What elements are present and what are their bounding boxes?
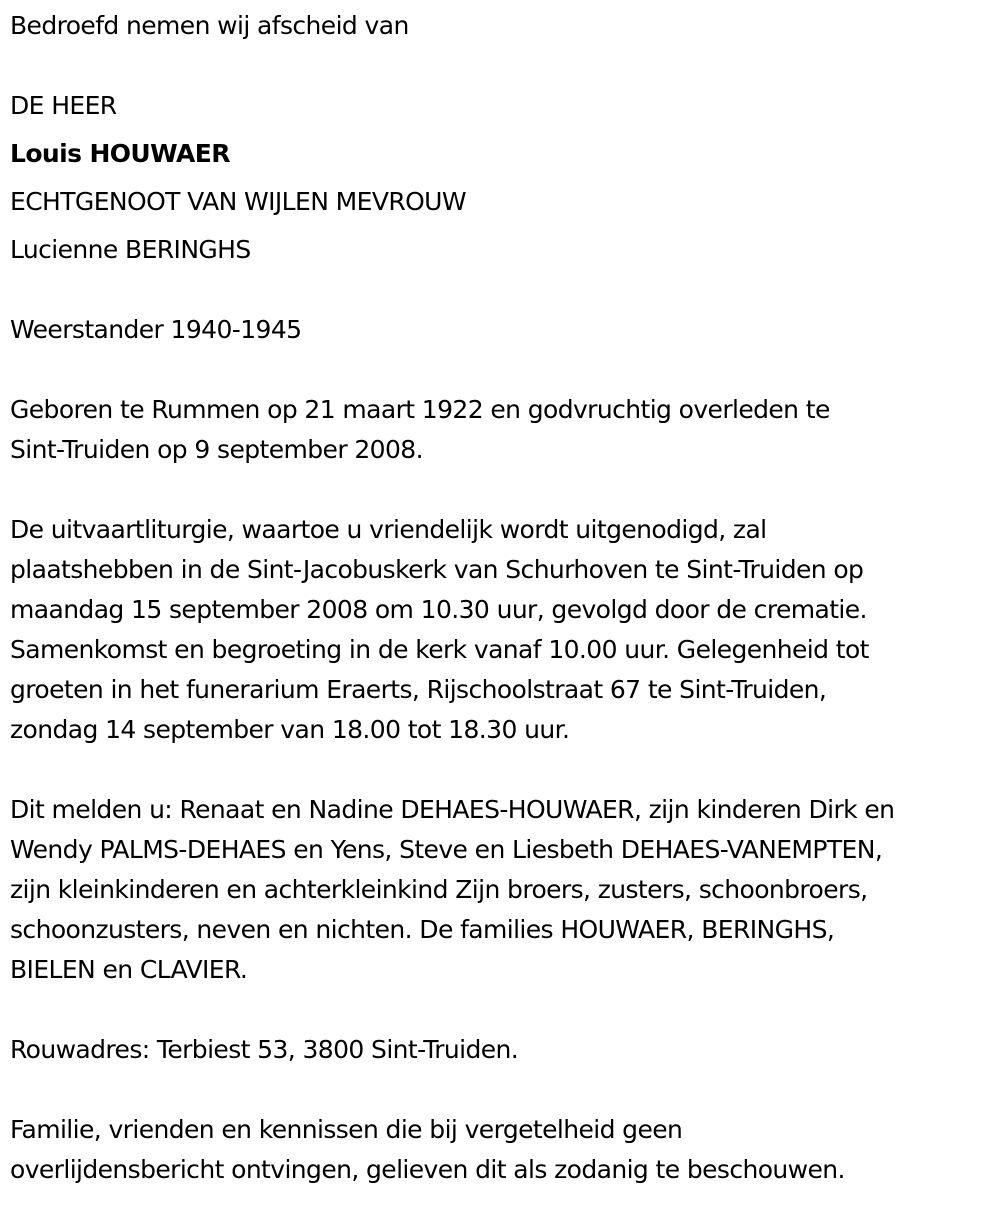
spacer (10, 174, 995, 182)
paragraph-line: schoonzusters, neven en nichten. De families HOUWAER, BERINGHS, (10, 915, 835, 944)
paragraph-line: zondag 14 september van 18.00 tot 18.30 uur. (10, 715, 570, 744)
salutation: DE HEER (10, 91, 117, 120)
spacer (10, 350, 995, 390)
title-line: Weerstander 1940-1945 (10, 315, 302, 344)
paragraph-line: groeten in het funerarium Eraerts, Rijschoolstraat 67 te Sint-Truiden, (10, 675, 827, 704)
spacer (10, 990, 995, 1030)
paragraph-line: Wendy PALMS-DEHAES en Yens, Steve en Liesbeth DEHAES-VANEMPTEN, (10, 835, 883, 864)
paragraph-line: overlijdensbericht ontvingen, gelieven dit als zodanig te beschouwen. (10, 1155, 845, 1184)
paragraph-line: plaatshebben in de Sint-Jacobuskerk van Schurhoven te Sint-Truiden op (10, 555, 864, 584)
paragraph-line: Sint-Truiden op 9 september 2008. (10, 435, 423, 464)
spacer (10, 270, 995, 310)
paragraph-line: zijn kleinkinderen en achterkleinkind Zijn broers, zusters, schoonbroers, (10, 875, 868, 904)
spacer (10, 470, 995, 510)
paragraph-line: Familie, vrienden en kennissen die bij vergetelheid geen (10, 1115, 683, 1144)
spouse-name: Lucienne BERINGHS (10, 235, 251, 264)
address-line: Rouwadres: Terbiest 53, 3800 Sint-Truiden. (10, 1035, 519, 1064)
family-paragraph (10, 790, 995, 990)
spacer (10, 126, 995, 134)
funeral-notice (10, 6, 995, 1190)
intro-text: Bedroefd nemen wij afscheid van (10, 11, 409, 40)
paragraph-line: BIELEN en CLAVIER. (10, 955, 248, 984)
relation-text: ECHTGENOOT VAN WIJLEN MEVROUW (10, 187, 466, 216)
paragraph-line: Dit melden u: Renaat en Nadine DEHAES-HOUWAER, zijn kinderen Dirk en (10, 795, 895, 824)
spacer (10, 46, 995, 86)
ceremony-paragraph (10, 510, 995, 750)
spacer (10, 750, 995, 790)
spacer (10, 1070, 995, 1110)
paragraph-line: De uitvaartliturgie, waartoe u vriendelijk wordt uitgenodigd, zal (10, 515, 767, 544)
paragraph-line: Samenkomst en begroeting in de kerk vanaf 10.00 uur. Gelegenheid tot (10, 635, 869, 664)
deceased-name: Louis HOUWAER (10, 139, 230, 168)
closing-paragraph (10, 1110, 995, 1190)
paragraph-line: maandag 15 september 2008 om 10.30 uur, gevolgd door de crematie. (10, 595, 867, 624)
paragraph-line: Geboren te Rummen op 21 maart 1922 en godvruchtig overleden te (10, 395, 830, 424)
birth-death-paragraph (10, 390, 995, 470)
spacer (10, 222, 995, 230)
